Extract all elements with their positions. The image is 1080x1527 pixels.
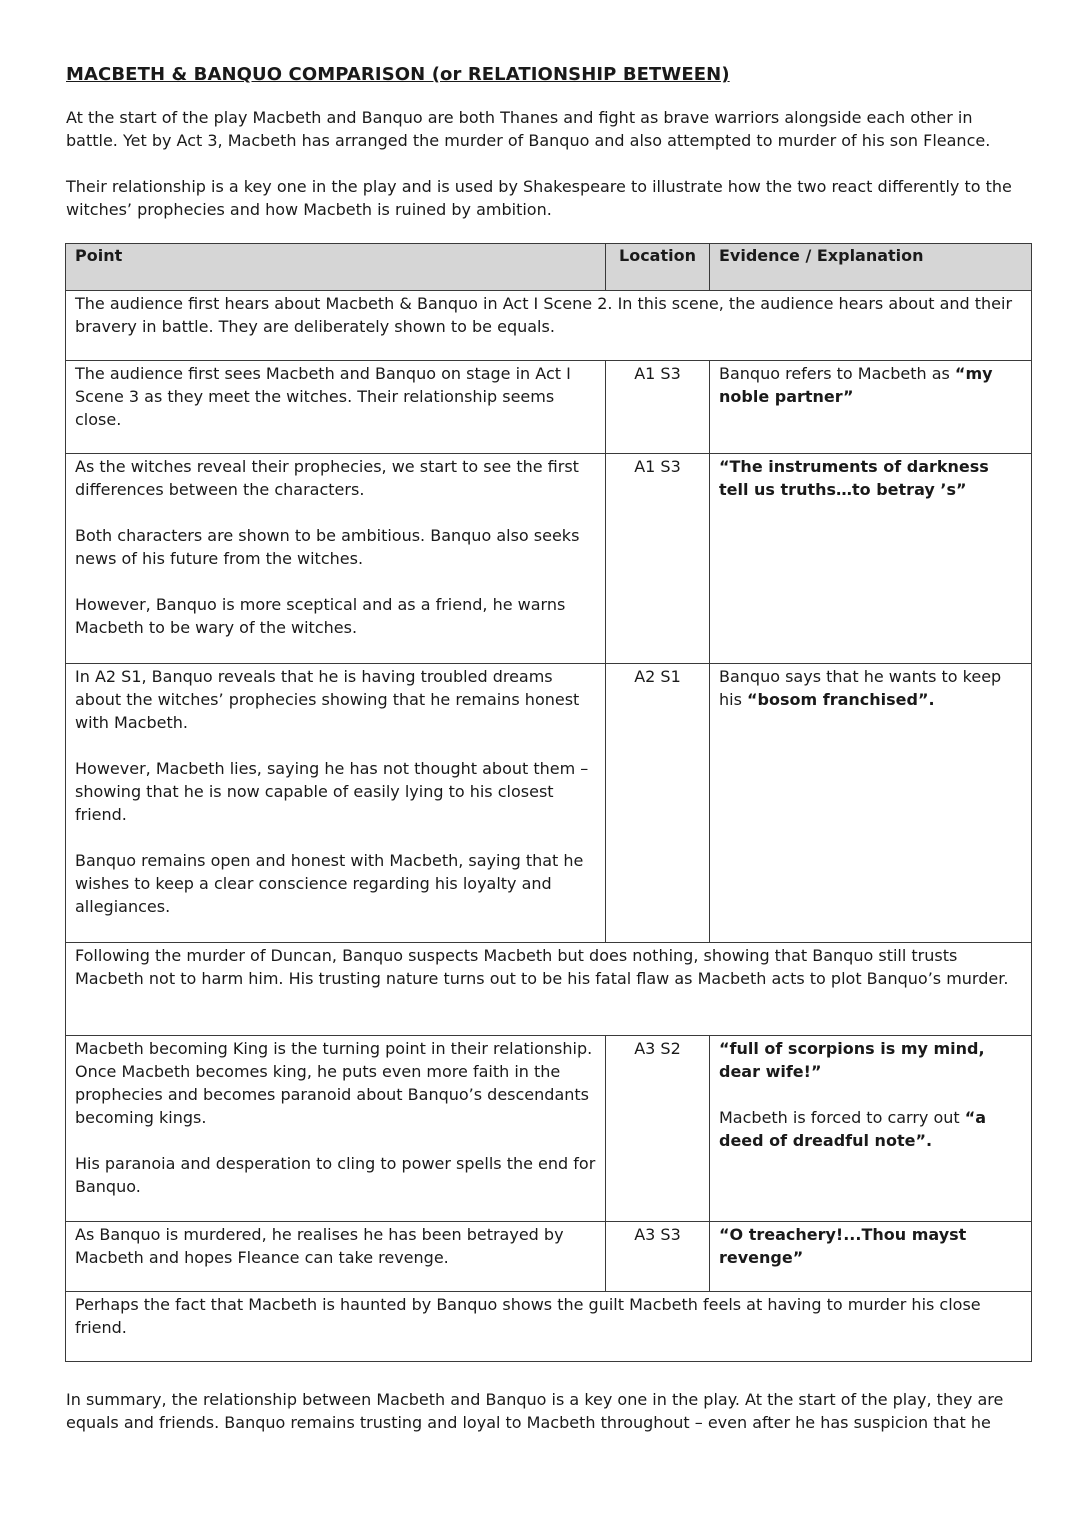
point-text: However, Macbeth lies, saying he has not thought about them – showing that he is now capable of easily lying to his closest friend. <box>75 759 589 824</box>
table-row <box>66 1292 1032 1362</box>
header-location: Location <box>606 244 710 291</box>
page-title: MACBETH & BANQUO COMPARISON (or RELATIONSHIP BETWEEN) <box>66 64 730 85</box>
evidence-quote: “my noble partner” <box>719 364 993 406</box>
table-row <box>66 943 1032 1036</box>
evidence-cell <box>710 1036 1032 1222</box>
intro-paragraph-2: Their relationship is a key one in the play and is used by Shakespeare to illustrate how the two react differently to the witches’ prophecies and how Macbeth is ruined by ambition. <box>66 177 1012 219</box>
evidence-text: Banquo refers to Macbeth as <box>719 364 955 383</box>
point-text: In A2 S1, Banquo reveals that he is having troubled dreams about the witches’ prophecies showing that he remains honest with Macbeth. <box>75 667 580 732</box>
point-cell <box>66 454 606 664</box>
table-row <box>66 361 1032 454</box>
row-full-text: Following the murder of Duncan, Banquo suspects Macbeth but does nothing, showing that Banquo still trusts Macbeth not to harm him. His trusting nature turns out to be his fatal flaw as Macbeth acts to plot Banquo’s murder. <box>66 943 1032 1036</box>
table-row <box>66 1222 1032 1292</box>
evidence-quote: “full of scorpions is my mind, dear wife!” <box>719 1039 985 1081</box>
evidence-quote: “a deed of dreadful note”. <box>719 1108 987 1150</box>
location-cell: A1 S3 <box>606 454 710 664</box>
location-cell: A2 S1 <box>606 664 710 943</box>
evidence-quote: “The instruments of darkness tell us truths…to betray ’s” <box>719 457 989 499</box>
point-text: Both characters are shown to be ambitious. Banquo also seeks news of his future from the witches. <box>75 526 580 568</box>
evidence-cell <box>710 1222 1032 1292</box>
location-cell: A3 S2 <box>606 1036 710 1222</box>
point-text: His paranoia and desperation to cling to power spells the end for Banquo. <box>75 1154 596 1196</box>
evidence-quote: “O treachery!...Thou mayst revenge” <box>719 1225 967 1267</box>
evidence-text: Macbeth is forced to carry out <box>719 1108 965 1127</box>
evidence-cell <box>710 361 1032 454</box>
row-full-text: Perhaps the fact that Macbeth is haunted by Banquo shows the guilt Macbeth feels at having to murder his close friend. <box>66 1292 1032 1362</box>
table-row <box>66 454 1032 664</box>
point-cell: The audience first sees Macbeth and Banquo on stage in Act I Scene 3 as they meet the witches. Their relationship seems close. <box>66 361 606 454</box>
table-row <box>66 1036 1032 1222</box>
location-cell: A1 S3 <box>606 361 710 454</box>
evidence-cell <box>710 454 1032 664</box>
table-row <box>66 291 1032 361</box>
table-header-row <box>66 244 1032 291</box>
evidence-text: Banquo says that he wants to keep his <box>719 667 1002 709</box>
point-text: As the witches reveal their prophecies, we start to see the first differences between the characters. <box>75 457 579 499</box>
summary-paragraph: In summary, the relationship between Macbeth and Banquo is a key one in the play. At the start of the play, they are equals and friends. Banquo remains trusting and loyal to Macbeth throughout – even after he has suspicion that he <box>66 1390 1004 1432</box>
point-cell <box>66 1036 606 1222</box>
evidence-quote: “bosom franchised”. <box>747 690 935 709</box>
header-evidence: Evidence / Explanation <box>710 244 1032 291</box>
point-text: However, Banquo is more sceptical and as a friend, he warns Macbeth to be wary of the witches. <box>75 595 566 637</box>
intro-paragraph-1: At the start of the play Macbeth and Banquo are both Thanes and fight as brave warriors alongside each other in battle. Yet by Act 3, Macbeth has arranged the murder of Banquo and also attempted to murder of his son Fleance. <box>66 108 991 150</box>
point-text: Macbeth becoming King is the turning point in their relationship. Once Macbeth becomes king, he puts even more faith in the prophecies and becomes paranoid about Banquo’s descendants becoming kings. <box>75 1039 593 1127</box>
point-cell: As Banquo is murdered, he realises he has been betrayed by Macbeth and hopes Fleance can take revenge. <box>66 1222 606 1292</box>
point-cell <box>66 664 606 943</box>
table-row <box>66 664 1032 943</box>
row-full-text: The audience first hears about Macbeth & Banquo in Act I Scene 2. In this scene, the audience hears about and their bravery in battle. They are deliberately shown to be equals. <box>66 291 1032 361</box>
location-cell: A3 S3 <box>606 1222 710 1292</box>
point-text: Banquo remains open and honest with Macbeth, saying that he wishes to keep a clear conscience regarding his loyalty and allegiances. <box>75 851 584 916</box>
comparison-table <box>65 243 1032 1362</box>
evidence-cell <box>710 664 1032 943</box>
header-point: Point <box>66 244 606 291</box>
